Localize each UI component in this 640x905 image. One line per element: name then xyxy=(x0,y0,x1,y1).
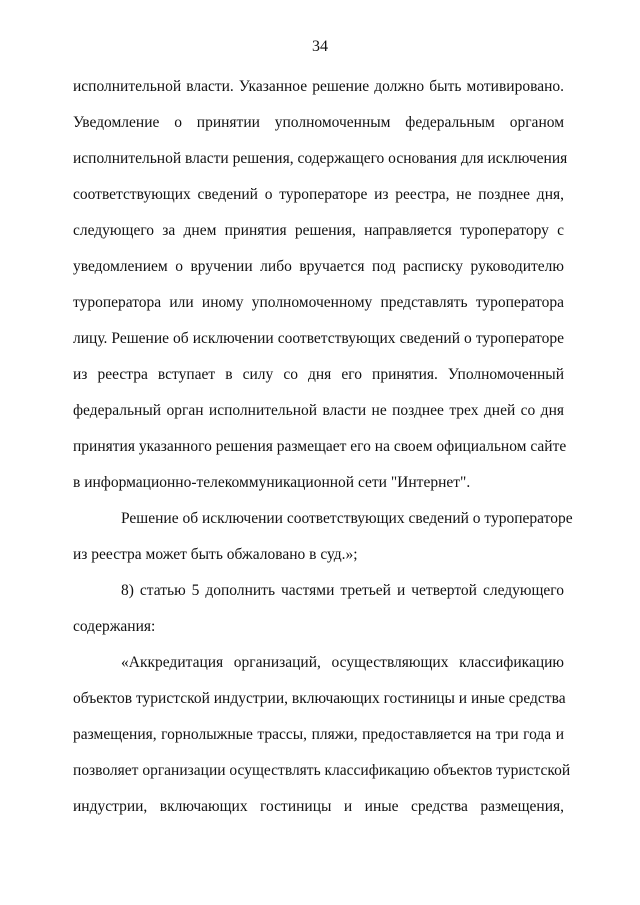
text-line: позволяет организации осуществлять классификацию объектов туристской xyxy=(73,762,571,779)
text-line: исполнительной власти. Указанное решение должно быть мотивировано. xyxy=(73,78,564,95)
text-line: из реестра может быть обжаловано в суд.»; xyxy=(73,546,358,563)
text-line: уведомлением о вручении либо вручается под расписку руководителю xyxy=(73,258,564,275)
text-line: содержания: xyxy=(73,618,156,635)
text-line: следующего за днем принятия решения, направляется туроператору с xyxy=(73,222,564,239)
text-line: из реестра вступает в силу со дня его принятия. Уполномоченный xyxy=(73,366,564,383)
text-line: индустрии, включающих гостиницы и иные средства размещения, xyxy=(73,798,564,815)
paragraph-first-line: Решение об исключении соответствующих сведений о туроператоре xyxy=(121,510,573,527)
text-line: Уведомление о принятии уполномоченным федеральным органом xyxy=(73,114,564,131)
text-line: принятия указанного решения размещает его на своем официальном сайте xyxy=(73,438,567,455)
list-item-8: 8) статью 5 дополнить частями третьей и четвертой следующего xyxy=(121,582,564,599)
page-number: 34 xyxy=(312,38,328,55)
text-line: туроператора или иному уполномоченному представлять туроператора xyxy=(73,294,564,311)
text-line: в информационно-телекоммуникационной сети "Интернет". xyxy=(73,474,471,491)
text-line: объектов туристской индустрии, включающих гостиницы и иные средства xyxy=(73,690,566,707)
text-line: лицу. Решение об исключении соответствующих сведений о туроператоре xyxy=(73,330,564,347)
text-line: исполнительной власти решения, содержащего основания для исключения xyxy=(73,150,568,167)
text-line: федеральный орган исполнительной власти не позднее трех дней со дня xyxy=(73,402,564,419)
text-line: соответствующих сведений о туроператоре из реестра, не позднее дня, xyxy=(73,186,564,203)
paragraph-first-line: «Аккредитация организаций, осуществляющих классификацию xyxy=(121,654,564,671)
text-line: размещения, горнолыжные трассы, пляжи, предоставляется на три года и xyxy=(73,726,564,743)
